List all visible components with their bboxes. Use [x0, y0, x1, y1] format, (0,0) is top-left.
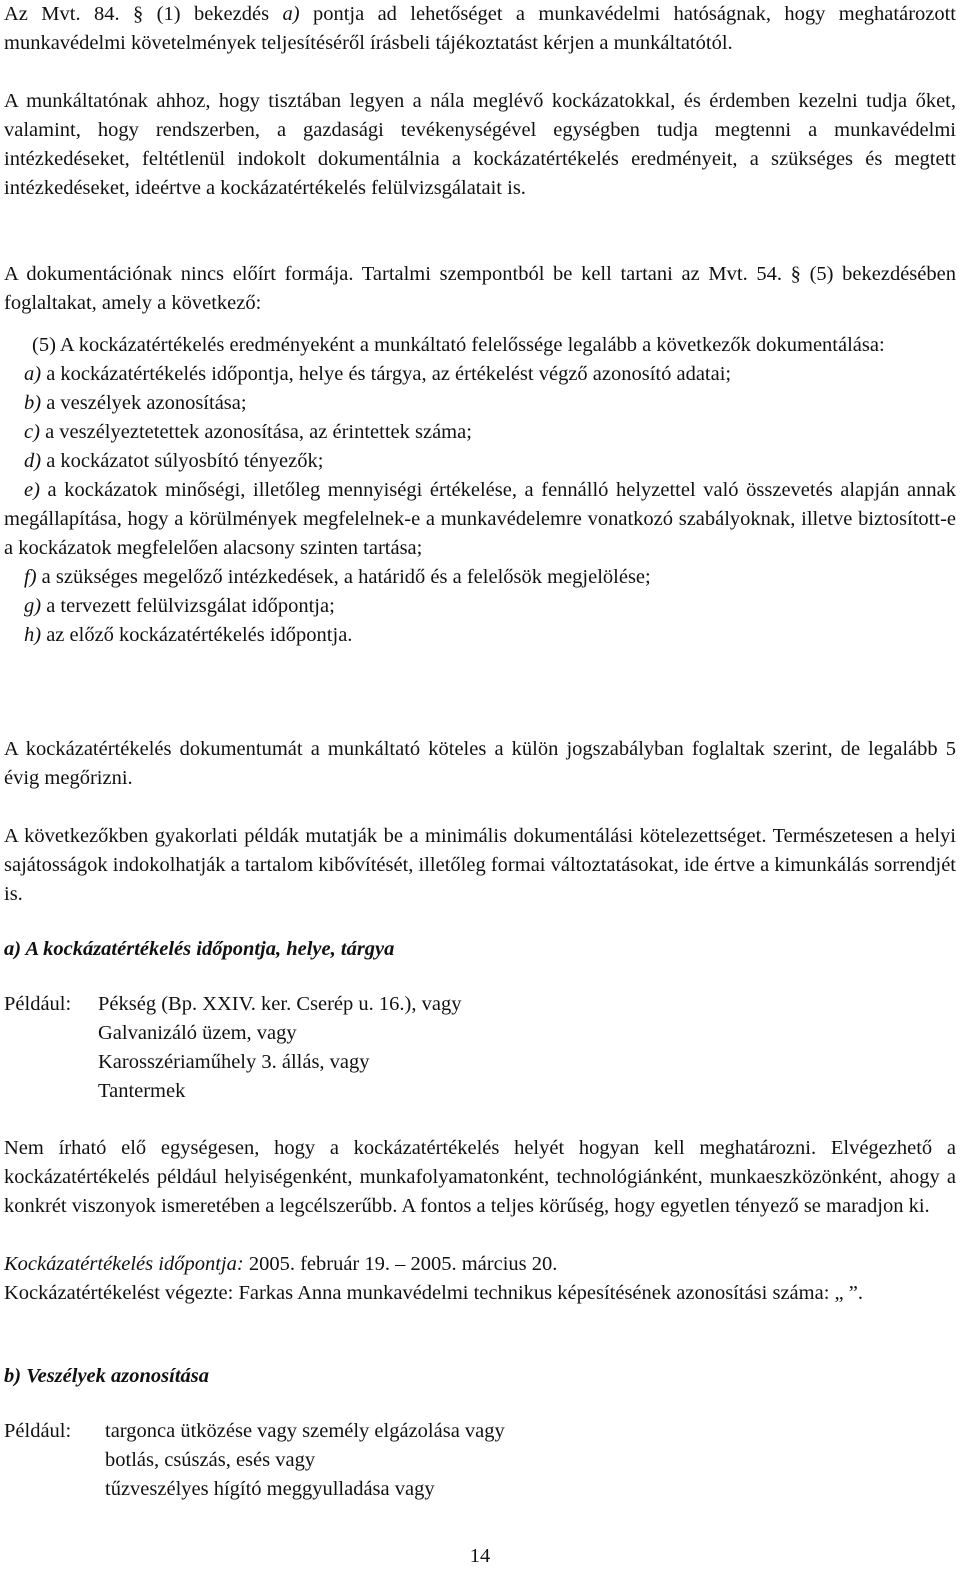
- example-label: Például:: [4, 1420, 72, 1442]
- example-item: tűzveszélyes hígító meggyulladása vagy: [105, 1478, 435, 1500]
- section-b-example-row: [4, 1446, 956, 1475]
- quote-item-g: g) a tervezett felülvizsgálat időpontja;: [24, 595, 335, 617]
- retention-paragraph: A kockázatértékelés dokumentumát a munkáltató köteles a külön jogszabályban foglaltak szerint, de legalább 5 évig megőrizni.: [4, 738, 956, 789]
- assessor-paragraph: Kockázatértékelést végezte: Farkas Anna munkavédelmi technikus képesítésének azonosítási száma: „ ”.: [4, 1282, 863, 1304]
- examples-intro-paragraph: A következőkben gyakorlati példák mutatják be a minimális dokumentálási kötelezettséget. Természetesen a helyi sajátosságok indokolhatják a tartalom kibővítését, illetőleg formai változtatásokat, ide értve a kimunkálás sorrendjét is.: [4, 825, 956, 905]
- page-number: 14: [469, 1545, 491, 1567]
- section-a-example-row: [4, 1019, 956, 1048]
- example-item: botlás, csúszás, esés vagy: [105, 1449, 316, 1471]
- example-item: Galvanizáló üzem, vagy: [98, 1022, 297, 1044]
- quote-item-c: c) a veszélyeztetettek azonosítása, az érintettek száma;: [24, 421, 472, 443]
- assessment-date-value: 2005. február 19. – 2005. március 20.: [243, 1253, 558, 1275]
- assessment-date-line: [4, 1250, 956, 1279]
- quote-item-b: b) a veszélyek azonosítása;: [24, 392, 247, 414]
- quote-item-f: f) a szükséges megelőző intézkedések, a határidő és a felelősök megjelölése;: [24, 566, 651, 588]
- section-b-example-row: [4, 1475, 956, 1504]
- quote-lead: (5) A kockázatértékelés eredményeként a munkáltató felelőssége legalább a következők dokumentálása:: [32, 334, 885, 356]
- assessment-date-label: Kockázatértékelés időpontja:: [4, 1253, 244, 1275]
- intro-paragraph-2: A munkáltatónak ahhoz, hogy tisztában legyen a nála meglévő kockázatokkal, és érdemben kezelni tudja őket, valamint, hogy rendszerben, a gazdasági tevékenységével egységben tudja megtenni a munkavédelmi intézkedéseket, feltétlenül indokolt dokumentálnia a kockázatértékelés eredményeit, a szükséges és megtett intézkedéseket, ideértve a kockázatértékelés felülvizsgálatait is.: [4, 90, 956, 199]
- law-quote: [4, 331, 956, 650]
- section-a-example-row: [4, 1048, 956, 1077]
- intro-paragraph-3: A dokumentációnak nincs előírt formája. Tartalmi szempontból be kell tartani az Mvt. 54. § (5) bekezdésében foglaltakat, amely a következő:: [4, 263, 956, 314]
- section-a-heading: a) A kockázatértékelés időpontja, helye, tárgya: [4, 938, 395, 960]
- quote-item-e: e) a kockázatok minőségi, illetőleg mennyiségi értékelése, a fennálló helyzettel való összevetés alapján annak megállapítása, hogy a körülmények megfelelnek-e a munkavédelemre vonatkozó szabályoknak, illetve biztosított-e a kockázatok megfelelően alacsony szinten tartása;: [4, 479, 956, 559]
- section-a-example-row: [4, 1077, 956, 1106]
- section-b-example-row: [4, 1417, 956, 1446]
- intro-paragraph-1: Az Mvt. 84. § (1) bekezdés a) pontja ad lehetőséget a munkavédelmi hatóságnak, hogy meghatározott munkavédelmi követelmények teljesítéséről írásbeli tájékoztatást kérjen a munkáltatótól.: [4, 3, 957, 54]
- quote-item-h: h) az előző kockázatértékelés időpontja.: [24, 624, 353, 646]
- quote-item-d: d) a kockázatot súlyosbító tényezők;: [24, 450, 324, 472]
- example-item: Pékség (Bp. XXIV. ker. Cserép u. 16.), vagy: [98, 993, 462, 1015]
- section-a-example-row: [4, 990, 956, 1019]
- location-paragraph: Nem írható elő egységesen, hogy a kockázatértékelés helyét hogyan kell meghatározni. Elvégezhető a kockázatértékelés például helyiségenként, munkafolyamatonként, technológiánként, munkaeszközönként, ahogy a konkrét viszonyok ismeretében a legcélszerűbb. A fontos a teljes körűség, hogy egyetlen tényező se maradjon ki.: [4, 1137, 956, 1217]
- example-item: Karosszériaműhely 3. állás, vagy: [98, 1051, 370, 1073]
- example-item: targonca ütközése vagy személy elgázolása vagy: [105, 1420, 505, 1442]
- section-b-heading: b) Veszélyek azonosítása: [4, 1365, 209, 1387]
- example-item: Tantermek: [98, 1080, 186, 1102]
- example-label: Például:: [4, 993, 72, 1015]
- quote-item-a: a) a kockázatértékelés időpontja, helye és tárgya, az értékelést végző azonosító adatai;: [24, 363, 732, 385]
